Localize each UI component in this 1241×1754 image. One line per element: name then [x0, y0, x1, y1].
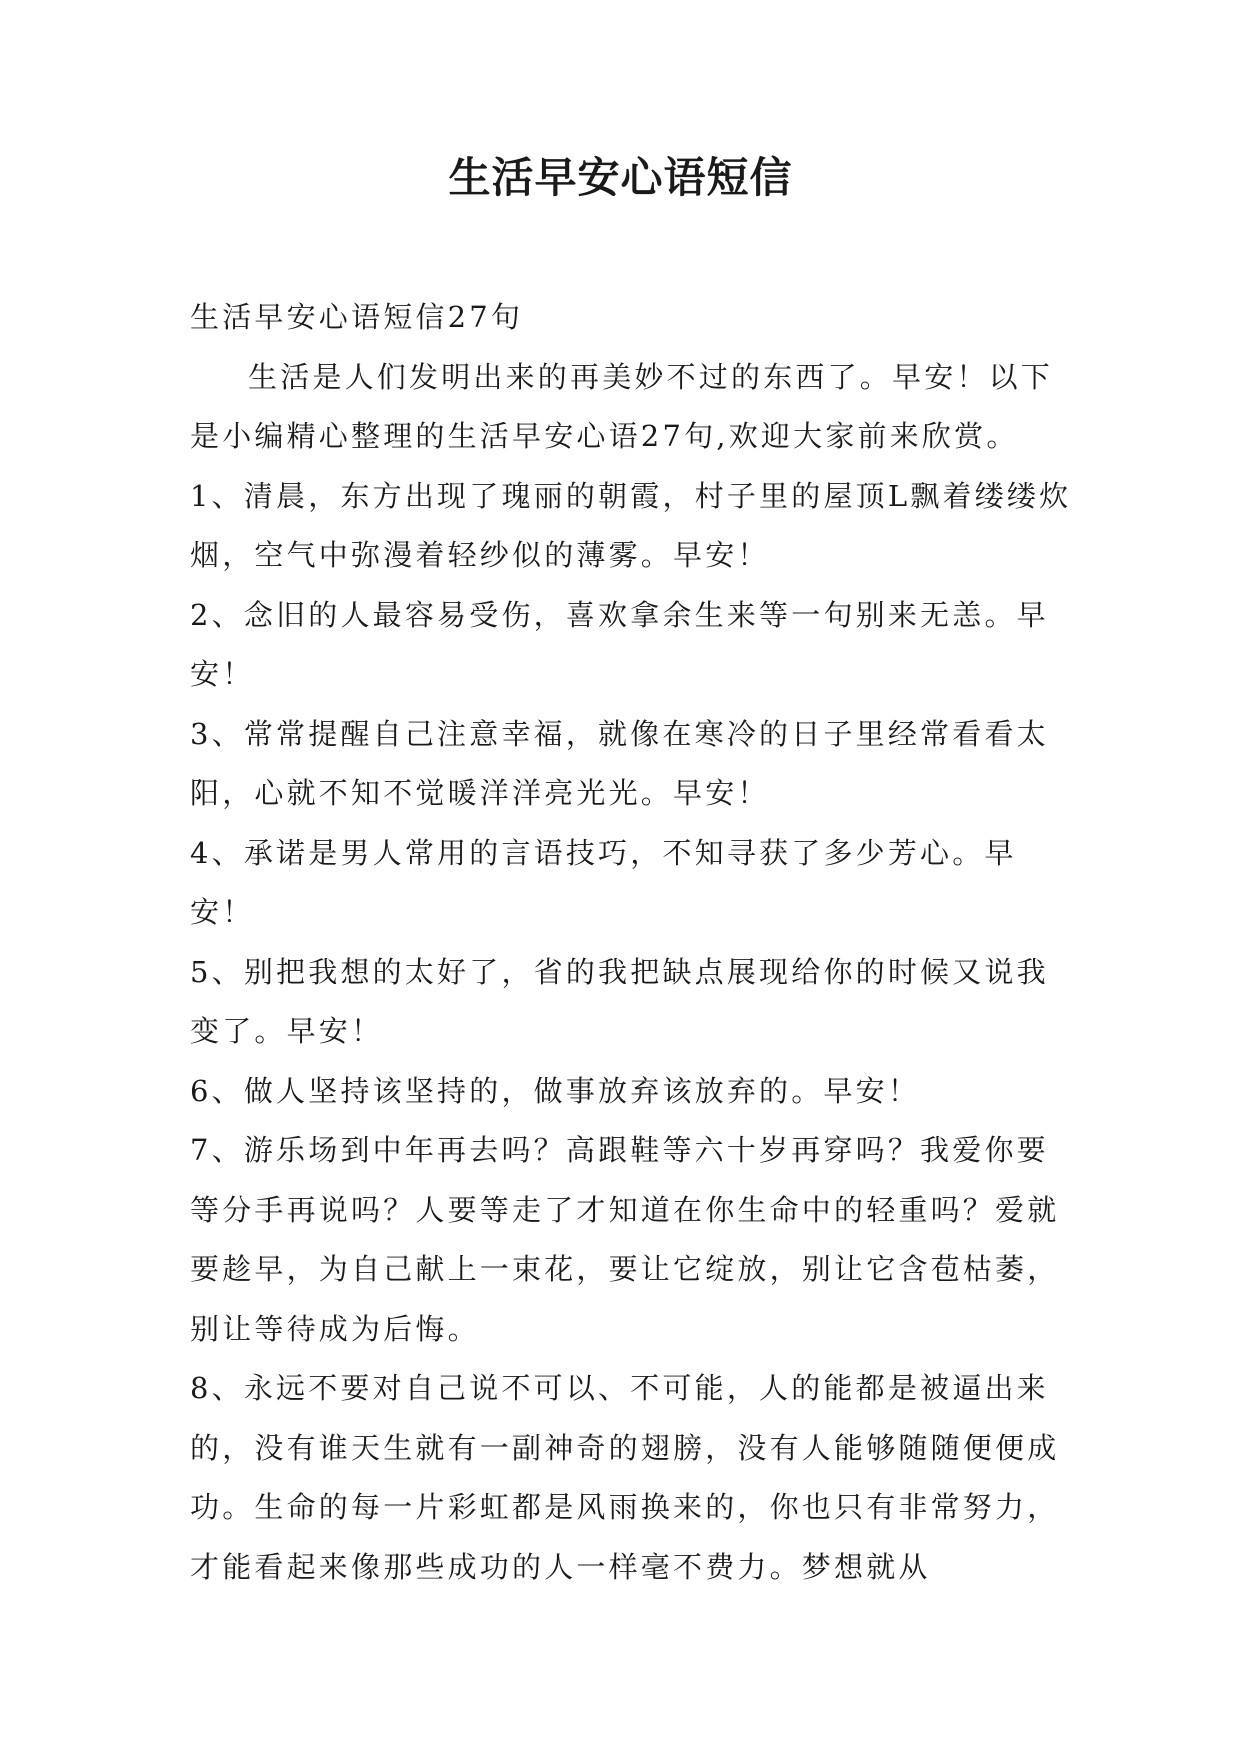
document-subtitle: 生活早安心语短信27句 [190, 300, 524, 334]
document-title: 生活早安心语短信 [448, 153, 793, 202]
list-item-5: 5、别把我想的太好了，省的我把缺点展现给你的时候又说我变了。早安！ [190, 954, 1049, 1048]
document-body [190, 288, 1080, 1597]
list-item-4: 4、承诺是男人常用的言语技巧，不知寻获了多少芳心。早安！ [190, 835, 1017, 929]
list-item-3: 3、常常提醒自己注意幸福，就像在寒冷的日子里经常看看太阳，心就不知不觉暖洋洋亮光光。早安！ [190, 716, 1049, 810]
list-item-1: 1、清晨，东方出现了瑰丽的朝霞，村子里的屋顶L飘着缕缕炊烟，空气中弥漫着轻纱似的薄雾。早安！ [190, 478, 1072, 572]
list-item-8: 8、永远不要对自己说不可以、不可能，人的能都是被逼出来的，没有谁天生就有一副神奇的翅膀，没有人能够随随便便成功。生命的每一片彩虹都是风雨换来的，你也只有非常努力，才能看起来像那些成功的人一样毫不费力。梦想就从 [190, 1371, 1060, 1584]
intro-paragraph: 生活是人们发明出来的再美妙不过的东西了。早安！以下是小编精心整理的生活早安心语27句,欢迎大家前来欣赏。 [190, 359, 1054, 453]
list-item-6: 6、做人坚持该坚持的，做事放弃该放弃的。早安！ [190, 1073, 921, 1108]
list-item-2: 2、念旧的人最容易受伤，喜欢拿余生来等一句别来无恙。早安！ [190, 597, 1049, 691]
list-item-7: 7、游乐场到中年再去吗？高跟鞋等六十岁再穿吗？我爱你要等分手再说吗？人要等走了才知道在你生命中的轻重吗？爱就要趁早，为自己献上一束花，要让它绽放，别让它含苞枯萎，别让等待成为后悔。 [190, 1133, 1060, 1346]
